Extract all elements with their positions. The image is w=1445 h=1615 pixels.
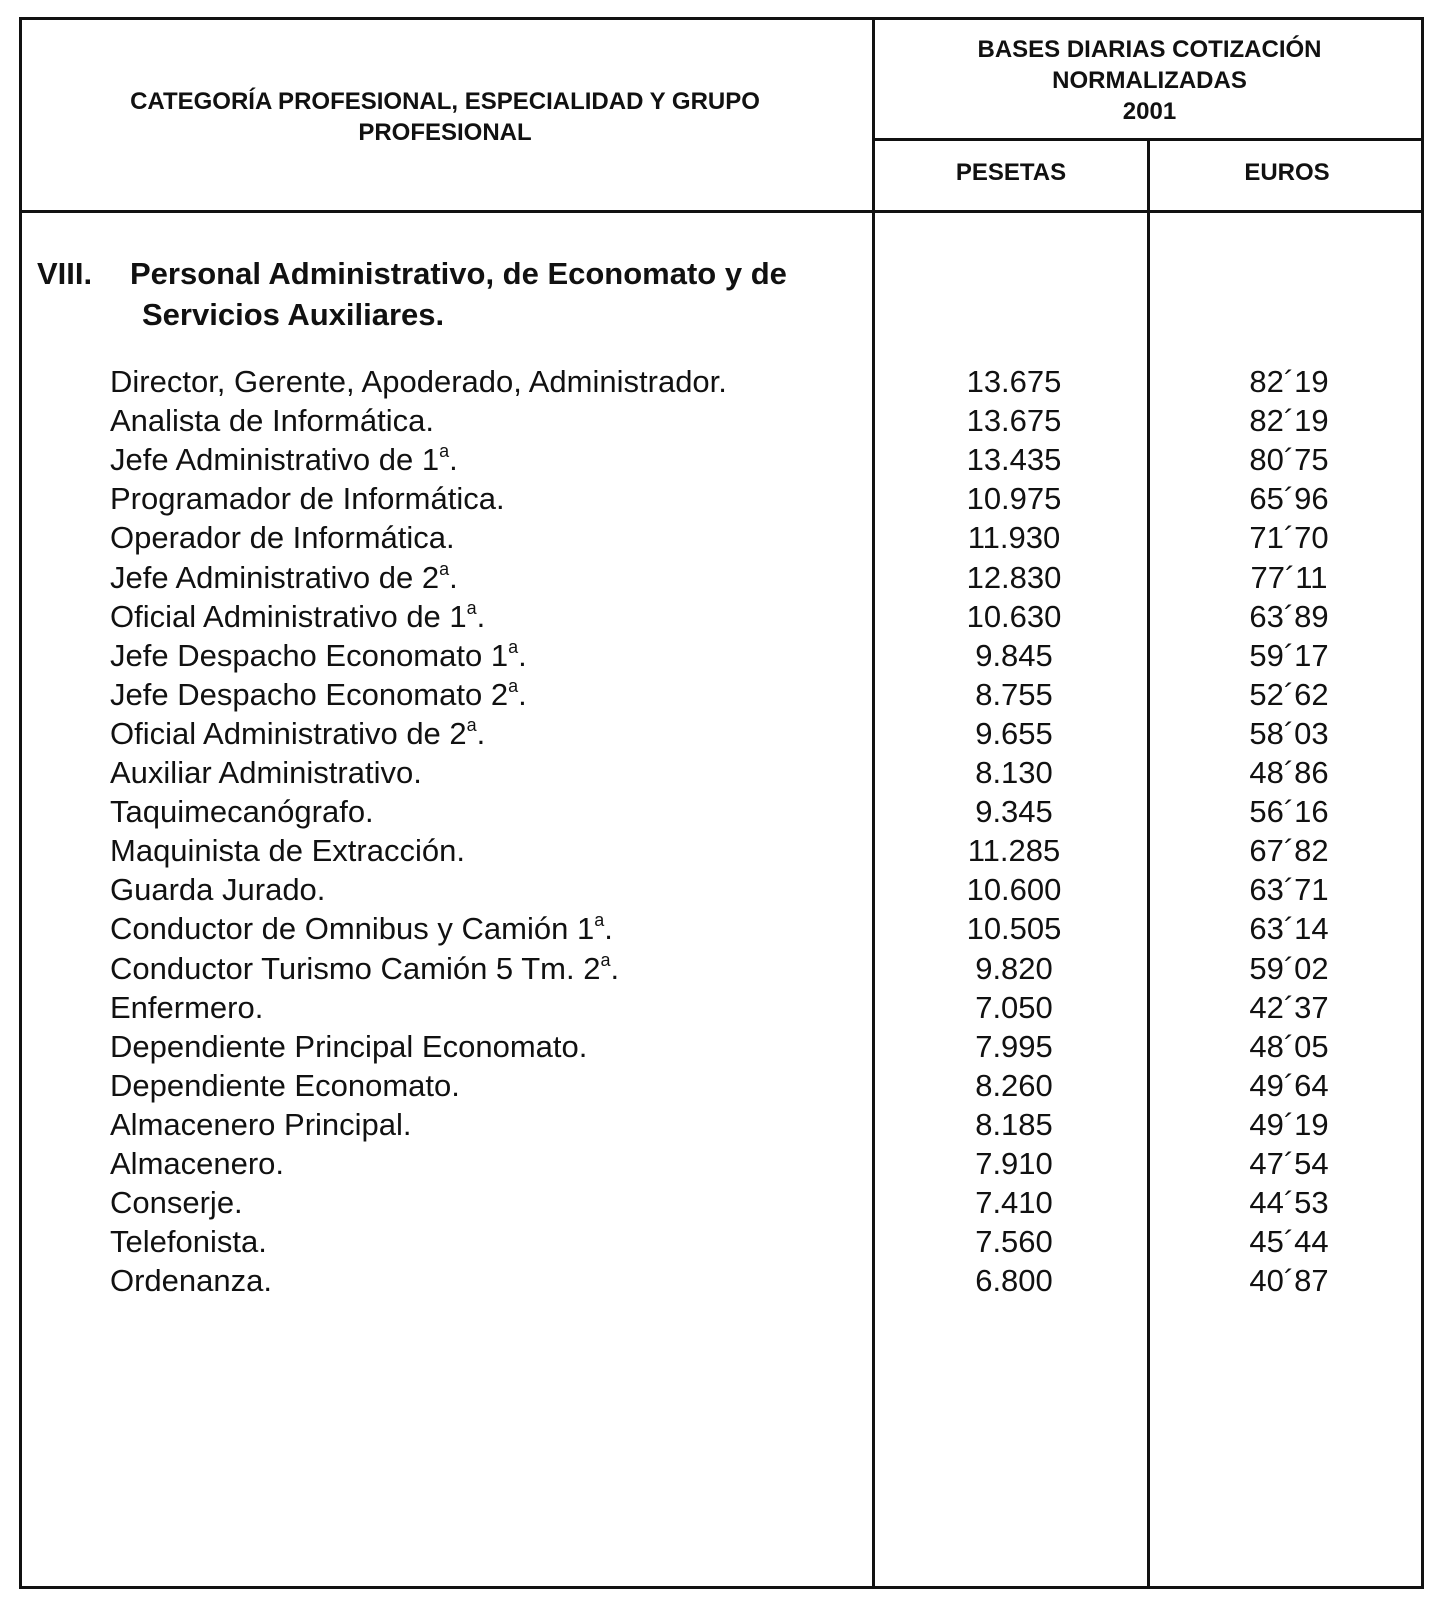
table-row xyxy=(0,831,1405,871)
header-year: 2001 xyxy=(1122,98,1177,125)
row-label xyxy=(110,1066,870,1106)
table-row xyxy=(0,870,1405,910)
header-category: CATEGORÍA PROFESIONAL, ESPECIALIDAD Y GRUPO PROFESIONAL xyxy=(130,88,760,146)
row-pesetas: 8.130 xyxy=(975,755,1053,790)
ordinal-superscript: a xyxy=(466,598,477,618)
row-pesetas: 10.505 xyxy=(966,911,1062,946)
table-row xyxy=(0,909,1405,949)
row-pesetas: 8.185 xyxy=(975,1107,1053,1142)
row-euros: 56´16 xyxy=(1249,794,1329,829)
row-label-text: Auxiliar Administrativo. xyxy=(110,755,422,790)
row-pesetas: 7.995 xyxy=(975,1029,1053,1064)
row-label-text: Operador de Informática. xyxy=(110,520,455,555)
row-label xyxy=(110,1222,870,1262)
row-label xyxy=(110,1027,870,1067)
row-euros: 48´86 xyxy=(1249,755,1329,790)
ordinal-superscript: a xyxy=(466,715,477,735)
row-euros: 63´71 xyxy=(1249,872,1329,907)
row-euros: 63´89 xyxy=(1249,599,1329,634)
table-row xyxy=(0,1027,1405,1067)
header-bases-line2: NORMALIZADAS xyxy=(1052,67,1247,94)
row-label xyxy=(110,949,870,989)
row-pesetas: 11.285 xyxy=(967,833,1061,868)
row-pesetas: 6.800 xyxy=(975,1263,1053,1298)
row-label xyxy=(110,518,870,558)
table-row xyxy=(0,401,1405,441)
row-euros: 59´17 xyxy=(1249,638,1329,673)
row-label xyxy=(110,1261,870,1301)
row-label xyxy=(110,401,870,441)
header-bottom-border xyxy=(19,210,1424,213)
row-pesetas: 9.655 xyxy=(975,716,1053,751)
row-label-text: Maquinista de Extracción. xyxy=(110,833,465,868)
row-label-text: Dependiente Principal Economato. xyxy=(110,1029,588,1064)
table-row xyxy=(0,1222,1405,1262)
row-label xyxy=(110,792,870,832)
row-pesetas: 13.435 xyxy=(966,442,1062,477)
row-euros: 82´19 xyxy=(1249,403,1329,438)
row-label-text: Guarda Jurado. xyxy=(110,872,326,907)
row-pesetas: 10.600 xyxy=(966,872,1062,907)
table-row xyxy=(0,714,1405,754)
row-pesetas: 7.560 xyxy=(975,1224,1053,1259)
row-label-text: Enfermero. xyxy=(110,990,264,1025)
row-label xyxy=(110,753,870,793)
row-euros: 42´37 xyxy=(1249,990,1329,1025)
table-row xyxy=(0,1105,1405,1145)
row-label-text: Programador de Informática. xyxy=(110,481,505,516)
row-label-text: Almacenero Principal. xyxy=(110,1107,412,1142)
row-label-text: Oficial Administrativo de 2$^a$. xyxy=(110,715,486,751)
row-euros: 67´82 xyxy=(1249,833,1329,868)
row-label xyxy=(110,870,870,910)
table-row xyxy=(0,1261,1405,1301)
section-title-line2: Servicios Auxiliares. xyxy=(142,297,445,332)
row-label-text: Jefe Despacho Economato 1$^a$. xyxy=(110,637,527,673)
row-pesetas: 7.410 xyxy=(975,1185,1053,1220)
table-row xyxy=(0,558,1405,598)
row-label xyxy=(110,831,870,871)
row-pesetas: 11.930 xyxy=(967,520,1061,555)
row-label xyxy=(110,1144,870,1184)
row-label-text: Director, Gerente, Apoderado, Administrador. xyxy=(110,364,727,399)
row-label xyxy=(110,988,870,1028)
table-row xyxy=(0,675,1405,715)
row-euros: 63´14 xyxy=(1249,911,1329,946)
row-pesetas: 9.845 xyxy=(975,638,1053,673)
row-euros: 40´87 xyxy=(1249,1263,1329,1298)
ordinal-superscript: a xyxy=(600,950,611,970)
row-label xyxy=(110,440,870,480)
row-label xyxy=(110,597,870,637)
table-row xyxy=(0,362,1405,402)
row-label-text: Conserje. xyxy=(110,1185,243,1220)
header-bases-title xyxy=(875,34,1424,127)
ordinal-superscript: a xyxy=(439,441,450,461)
row-label xyxy=(110,479,870,519)
table-row xyxy=(0,753,1405,793)
row-label-text: Telefonista. xyxy=(110,1224,267,1259)
row-euros: 52´62 xyxy=(1249,677,1329,712)
row-pesetas: 9.820 xyxy=(975,951,1053,986)
header-bases-line1: BASES DIARIAS COTIZACIÓN xyxy=(977,36,1322,63)
row-euros: 49´19 xyxy=(1249,1107,1329,1142)
row-label xyxy=(110,909,870,949)
row-label-text: Oficial Administrativo de 1$^a$. xyxy=(110,598,486,634)
row-euros: 48´05 xyxy=(1249,1029,1329,1064)
row-label-text: Analista de Informática. xyxy=(110,403,434,438)
row-pesetas: 10.975 xyxy=(966,481,1062,516)
row-pesetas: 13.675 xyxy=(966,403,1062,438)
table-row xyxy=(0,479,1405,519)
row-euros: 82´19 xyxy=(1249,364,1329,399)
row-label xyxy=(110,558,870,598)
table-row xyxy=(0,636,1405,676)
ordinal-superscript: a xyxy=(508,637,519,657)
table-row xyxy=(0,1066,1405,1106)
row-label-text: Conductor Turismo Camión 5 Tm. 2$^a$. xyxy=(110,950,620,986)
table-row xyxy=(0,597,1405,637)
row-euros: 59´02 xyxy=(1249,951,1329,986)
row-pesetas: 8.260 xyxy=(975,1068,1053,1103)
row-pesetas: 13.675 xyxy=(966,364,1062,399)
section-title xyxy=(130,253,870,335)
header-subdivider xyxy=(872,138,1424,141)
row-euros: 47´54 xyxy=(1249,1146,1329,1181)
row-label xyxy=(110,1105,870,1145)
row-pesetas: 9.345 xyxy=(975,794,1053,829)
row-pesetas: 12.830 xyxy=(966,560,1062,595)
row-label-text: Almacenero. xyxy=(110,1146,285,1181)
header-pesetas: PESETAS xyxy=(955,159,1067,186)
row-pesetas: 7.050 xyxy=(975,990,1053,1025)
row-euros: 71´70 xyxy=(1249,520,1329,555)
row-label-text: Dependiente Economato. xyxy=(110,1068,460,1103)
ordinal-superscript: a xyxy=(508,676,519,696)
row-label xyxy=(110,714,870,754)
row-pesetas: 8.755 xyxy=(975,677,1053,712)
row-label-text: Jefe Administrativo de 2$^a$. xyxy=(110,559,458,595)
row-euros: 77´11 xyxy=(1250,560,1328,595)
row-euros: 65´96 xyxy=(1249,481,1329,516)
ordinal-superscript: a xyxy=(439,559,450,579)
row-euros: 58´03 xyxy=(1249,716,1329,751)
row-euros: 45´44 xyxy=(1249,1224,1329,1259)
row-label-text: Ordenanza. xyxy=(110,1263,272,1298)
table-row xyxy=(0,440,1405,480)
table-row xyxy=(0,1183,1405,1223)
row-label xyxy=(110,675,870,715)
row-euros: 49´64 xyxy=(1249,1068,1329,1103)
row-label-text: Jefe Administrativo de 1$^a$. xyxy=(110,441,458,477)
table-row xyxy=(0,792,1405,832)
row-euros: 44´53 xyxy=(1249,1185,1329,1220)
table-row xyxy=(0,988,1405,1028)
table-row xyxy=(0,949,1405,989)
header-euros: EUROS xyxy=(1244,159,1330,186)
section-number: VIII. xyxy=(37,256,93,291)
row-label xyxy=(110,1183,870,1223)
row-label-text: Conductor de Omnibus y Camión 1$^a$. xyxy=(110,910,613,946)
row-label xyxy=(110,636,870,676)
table-row xyxy=(0,518,1405,558)
row-pesetas: 7.910 xyxy=(975,1146,1053,1181)
row-label-text: Jefe Despacho Economato 2$^a$. xyxy=(110,676,527,712)
row-pesetas: 10.630 xyxy=(966,599,1062,634)
section-title-line1: Personal Administrativo, de Economato y de xyxy=(130,256,787,291)
row-label xyxy=(110,362,870,402)
row-label-text: Taquimecanógrafo. xyxy=(110,794,374,829)
table-row xyxy=(0,1144,1405,1184)
row-euros: 80´75 xyxy=(1249,442,1329,477)
ordinal-superscript: a xyxy=(594,910,605,930)
